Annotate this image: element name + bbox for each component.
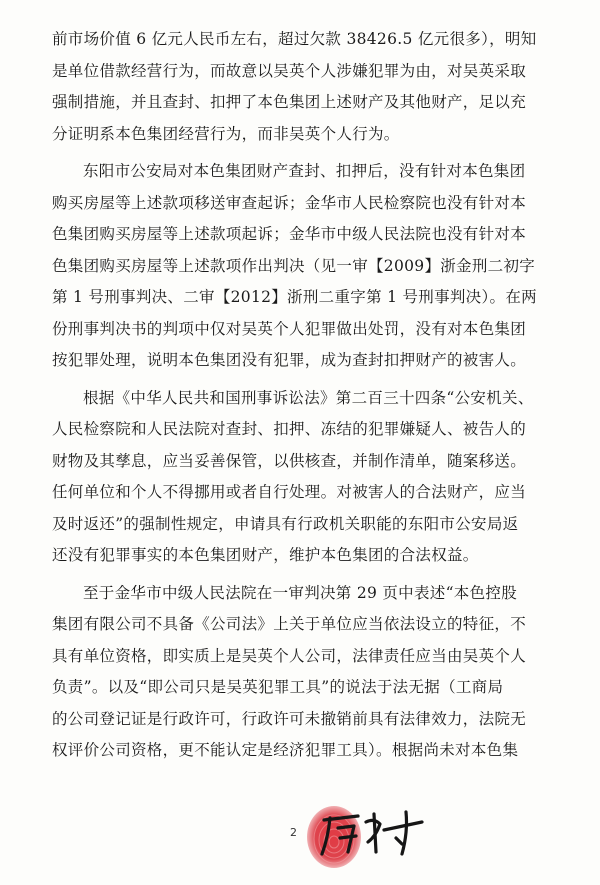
text-line: 按犯罪处理，说明本色集团没有犯罪，成为查封扣押财产的被害人。 — [52, 351, 527, 369]
text-line: 至于金华市中级人民法院在一审判决第 29 页中表述“本色控股 — [83, 583, 518, 602]
text-line: 强制措施，并且查封、扣押了本色集团上述财产及其他财产，足以充 — [52, 93, 527, 111]
text-line: 任何单位和个人不得挪用或者自行处理。对被害人的合法财产，应当 — [52, 483, 527, 501]
text-line: 份刑事判决书的判项中仅对吴英个人犯罪做出处罚，没有对本色集团 — [52, 319, 527, 338]
text-line: 的公司登记证是行政许可，行政许可未撤销前具有法律效力，法院无 — [52, 709, 527, 728]
text-line: 具有单位资格，即实质上是吴英个人公司，法律责任应当由吴英个人 — [52, 646, 527, 665]
text-line: 负责”。以及“即公司只是吴英犯罪工具”的说法于法无据（工商局 — [52, 678, 504, 696]
text-line: 是单位借款经营行为，而故意以吴英个人涉嫌犯罪为由，对吴英采取 — [52, 61, 527, 80]
text-line: 集团有限公司不具备《公司法》上关于单位应当依法设立的特征，不 — [52, 615, 527, 633]
text-line: 及时返还”的强制性规定，申请具有行政机关职能的东阳市公安局返 — [52, 514, 519, 533]
text-line: 财物及其孳息，应当妥善保管，以供核查，并制作清单，随案移送。 — [52, 451, 527, 470]
page-number: 2 — [290, 826, 297, 839]
text-line: 前市场价值 6 亿元人民币左右，超过欠款 38426.5 亿元很多），明知 — [52, 30, 537, 48]
text-line: 色集团购买房屋等上述款项作出判决（见一审【2009】浙金刑二初字 — [52, 256, 536, 275]
text-line: 还没有犯罪事实的本色集团财产，维护本色集团的合法权益。 — [52, 546, 479, 564]
text-line: 人民检察院和人民法院对查封、扣押、冻结的犯罪嫌疑人、被告人的 — [52, 420, 527, 438]
paragraph-company-status — [52, 578, 552, 767]
text-line: 色集团购买房屋等上述款项起诉；金华市中级人民法院也没有针对本 — [52, 225, 527, 243]
paragraph-property-seizure — [52, 24, 552, 150]
text-line: 东阳市公安局对本色集团财产查封、扣押后，没有针对本色集团 — [83, 162, 526, 180]
text-line: 第 1 号刑事判决、二审【2012】浙刑二重字第 1 号刑事判决）。在两 — [52, 288, 537, 306]
text-line: 根据《中华人民共和国刑事诉讼法》第二百三十四条“公安机关、 — [83, 388, 534, 407]
text-line: 权评价公司资格，更不能认定是经济犯罪工具）。根据尚未对本色集 — [52, 741, 519, 759]
handwritten-signature — [318, 808, 430, 860]
text-line: 分证明系本色集团经营行为，而非吴英个人行为。 — [52, 124, 400, 143]
document-body — [52, 24, 552, 767]
paragraph-no-prosecution — [52, 156, 552, 377]
paragraph-legal-basis — [52, 383, 552, 572]
text-line: 购买房屋等上述款项移送审查起诉；金华市人民检察院也没有针对本 — [52, 193, 527, 212]
